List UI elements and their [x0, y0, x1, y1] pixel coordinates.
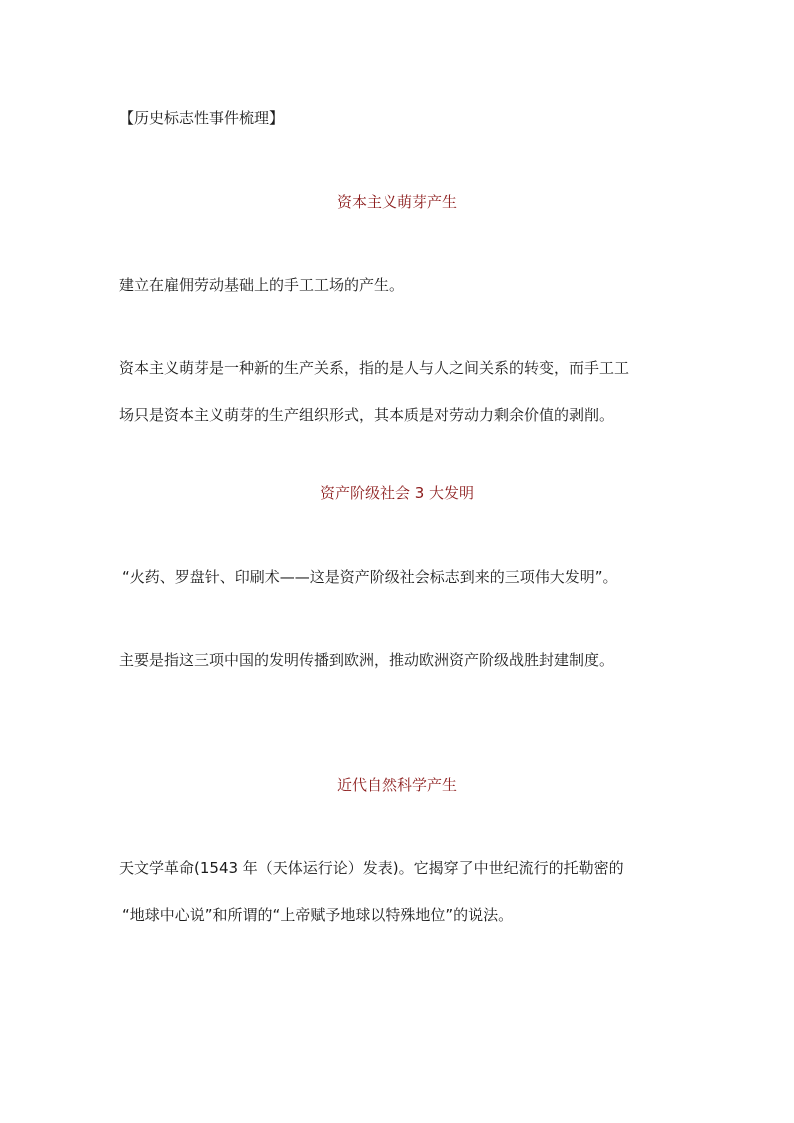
paragraph-manufactory: 建立在雇佣劳动基础上的手工工场的产生。 — [119, 276, 405, 294]
paragraph-line: 天文学革命(1543 年（天体运行论）发表)。它揭穿了中世纪流行的托勒密的 — [119, 859, 624, 877]
paragraph-inventions-spread: 主要是指这三项中国的发明传播到欧洲，推动欧洲资产阶级战胜封建制度。 — [119, 651, 615, 669]
paragraph-astronomy-revolution — [119, 858, 679, 925]
paragraph-line: 资本主义萌芽是一种新的生产关系，指的是人与人之间关系的转变，而手工工 — [119, 359, 630, 377]
section-heading-capitalism-sprout: 资本主义萌芽产生 — [336, 193, 457, 211]
section-heading-natural-science: 近代自然科学产生 — [336, 776, 457, 794]
paragraph-capitalism-relation — [119, 358, 679, 425]
section-heading-three-inventions: 资产阶级社会 3 大发明 — [319, 484, 475, 502]
paragraph-line: 场只是资本主义萌芽的生产组织形式，其本质是对劳动力剩余价值的剥削。 — [119, 406, 615, 424]
document-title: 【历史标志性事件梳理】 — [119, 109, 285, 127]
paragraph-line: “地球中心说”和所谓的“上帝赋予地球以特殊地位”的说法。 — [122, 906, 514, 924]
paragraph-inventions-quote: “火药、罗盘针、印刷术——这是资产阶级社会标志到来的三项伟大发明”。 — [122, 568, 618, 586]
